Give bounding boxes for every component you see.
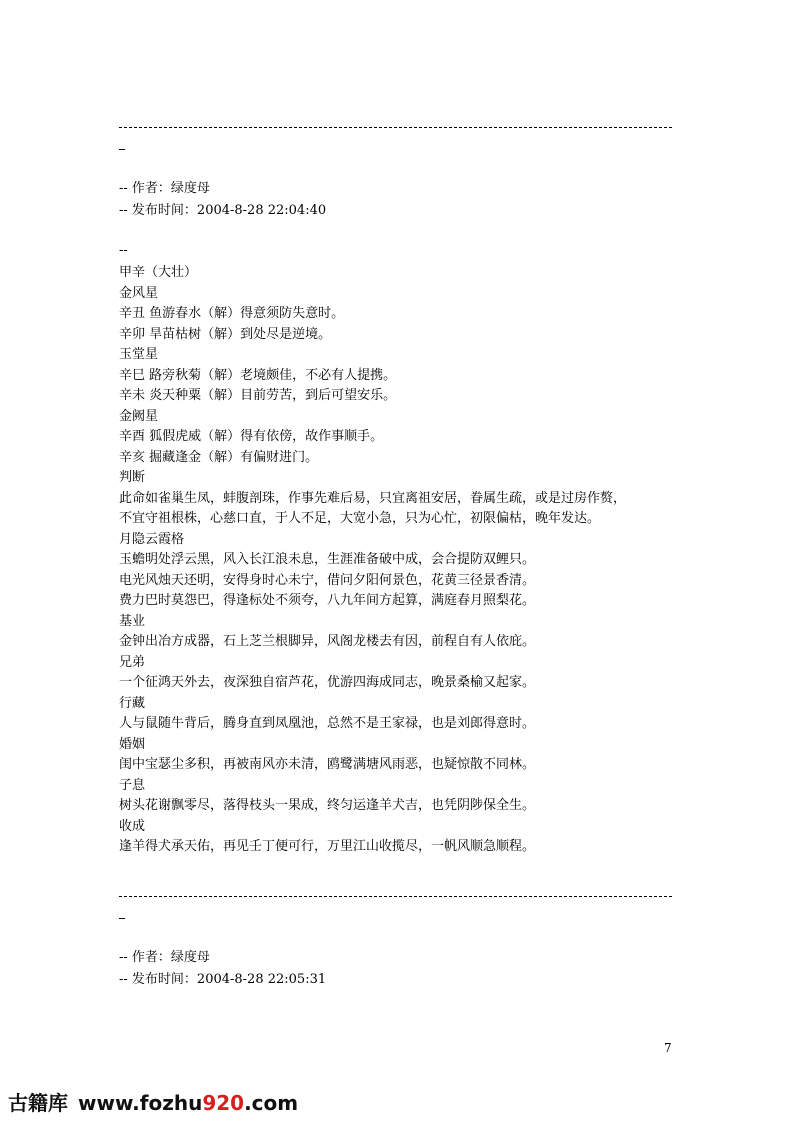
watermark-chinese-name: 古籍库: [8, 1091, 68, 1115]
watermark-url-suffix: .com: [244, 1091, 299, 1115]
page-number: 7: [664, 1041, 672, 1055]
post1-time-line: -- 发布时间：2004-8-28 22:04:40: [119, 203, 327, 218]
body-line: 玉蟾明处浮云黑，风入长江浪未息，生涯准备破中成，会合提防双鲤只。: [119, 552, 536, 567]
body-line: 费力巴时莫怨巴，得逢标处不须夸，八九年间方起算，满庭春月照梨花。: [119, 593, 536, 608]
dashed-separator-rule: [119, 127, 672, 128]
body-line: 闺中宝瑟尘多积，再被南风亦未清，鸥鹭满塘风雨恶，也疑惊散不同林。: [119, 757, 536, 772]
body-line: 辛亥 掘藏逢金（解）有偏财进门。: [119, 450, 319, 465]
watermark-url-prefix: www.fozhu: [78, 1091, 203, 1115]
body-line: 逢羊得犬承天佑，再见壬丁便可行，万里江山收揽尽，一帆风顺急顺程。: [119, 839, 536, 854]
body-line: 人与鼠随牛背后，腾身直到凤凰池，总然不是王家禄，也是刘郎得意时。: [119, 716, 536, 731]
body-line: 行藏: [119, 696, 146, 711]
body-line: 金钟出冶方成器，石上芝兰根脚异，风阁龙楼去有因，前程自有人依庇。: [119, 634, 536, 649]
body-line: 不宜守祖根株，心慈口直，于人不足，大宽小急，只为心忙，初限偏枯，晚年发达。: [119, 511, 601, 526]
body-line: 辛丑 鱼游春水（解）得意须防失意时。: [119, 306, 345, 321]
post2-author-line: -- 作者：绿度母: [119, 950, 210, 965]
body-line: 月隐云霞格: [119, 532, 185, 547]
body-line: 子息: [119, 778, 146, 793]
post1-author-line: -- 作者：绿度母: [119, 181, 210, 196]
body-separator: --: [119, 243, 128, 258]
dashed-separator-rule-bottom: [119, 896, 672, 897]
body-line: 金风星: [119, 286, 159, 301]
body-line: 辛酉 狐假虎威（解）得有依傍，故作事顺手。: [119, 429, 384, 444]
body-line: 金阙星: [119, 409, 159, 424]
post2-time-line: -- 发布时间：2004-8-28 22:05:31: [119, 972, 327, 987]
watermark-url-number: 920: [202, 1091, 245, 1115]
body-line: 兄弟: [119, 655, 146, 670]
body-line: 辛巳 路旁秋菊（解）老境颇佳，不必有人提携。: [119, 368, 397, 383]
body-line: 婚姻: [119, 737, 146, 752]
body-line: 此命如雀巢生凤，蚌腹剖珠，作事先难后易，只宜离祖安居，眷属生疏，或是过房作赘，: [119, 491, 627, 506]
body-line: 基业: [119, 614, 146, 629]
body-line: 判断: [119, 470, 146, 485]
body-line: 甲辛（大壮）: [119, 265, 198, 280]
body-line: 收成: [119, 819, 146, 834]
body-line: 辛卯 旱苗枯树（解）到处尽是逆境。: [119, 327, 332, 342]
body-line: 玉堂星: [119, 347, 159, 362]
site-watermark[interactable]: [8, 1090, 298, 1116]
body-line: 树头花谢飘零尽，落得枝头一果成，终匀运逢羊犬吉，也凭阴陟保全生。: [119, 798, 536, 813]
separator-tail-dash: [119, 149, 125, 150]
separator-tail-dash-bottom: [119, 918, 125, 919]
body-line: 辛未 炎天种粟（解）目前劳苦，到后可望安乐。: [119, 388, 397, 403]
body-line: 一个征鸿天外去，夜深独自宿芦花，优游四海成同志，晚景桑榆又起家。: [119, 675, 536, 690]
body-line: 电光风烛天还明，安得身时心未宁，借问夕阳何景色，花黄三径景香清。: [119, 573, 536, 588]
